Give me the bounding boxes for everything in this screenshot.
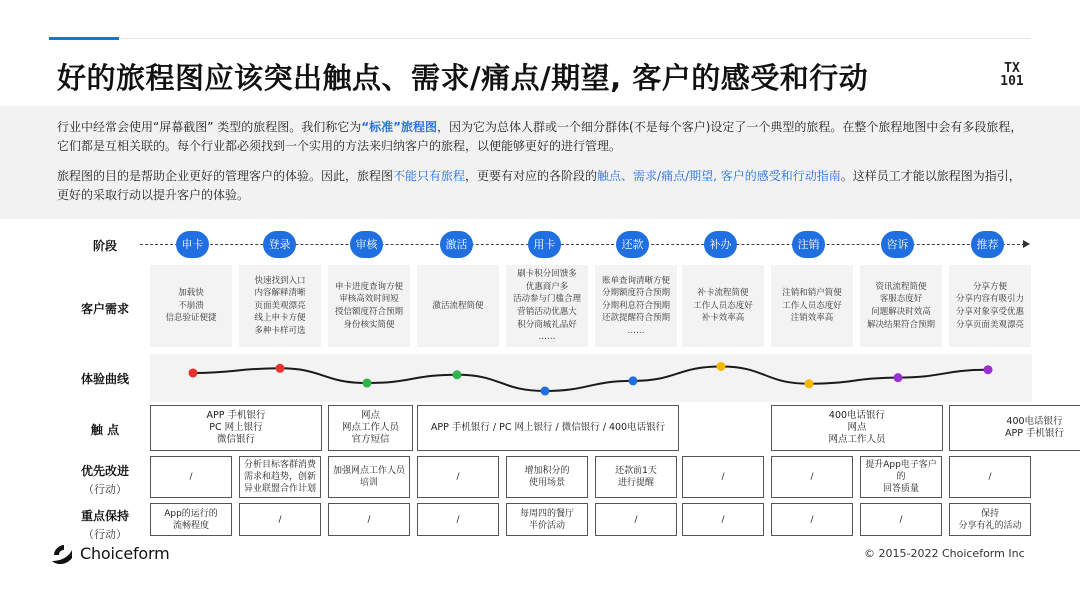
- improve-cell: 提升App电子客户的 回答质量: [860, 456, 942, 498]
- experience-point: [189, 368, 198, 377]
- top-divider: [119, 38, 1031, 39]
- need-box: 账单查询清晰方便 分期额度符合预期 分期利息符合预期 还款提醒符合预期 ……: [595, 265, 677, 347]
- row-label-keep-sub: （行动）: [83, 528, 127, 541]
- row-label-improve: [70, 462, 140, 497]
- experience-curve: [150, 354, 1032, 402]
- need-box: 资讯流程简便 客服态度好 问题解决时效高 解决结果符合预期: [860, 265, 942, 347]
- experience-point: [984, 365, 993, 374]
- row-label-improve-title: 优先改进: [80, 464, 129, 478]
- intro-p2-highlight-2: 触点、需求/痛点/期望, 客户的感受和行动指南: [597, 169, 841, 183]
- stage-pill: 登录: [263, 231, 296, 258]
- keep-cell: /: [860, 503, 942, 536]
- keep-cell: 保持 分享有礼的活动: [949, 503, 1031, 536]
- need-box: 刷卡积分回馈多 优惠商户多 活动参与门槛合理 营销活动优惠大 积分商城礼品好 ……: [506, 265, 588, 347]
- choiceform-brand: Choiceform: [80, 544, 170, 563]
- stage-pill: 申卡: [176, 231, 209, 258]
- stage-pill: 激活: [440, 231, 473, 258]
- improve-cell: 增加积分的 使用场景: [506, 456, 588, 498]
- improve-cell: /: [949, 456, 1031, 498]
- stage-pill: 咨诉: [881, 231, 914, 258]
- intro-p2-highlight-1: 不能只有旅程: [393, 169, 466, 183]
- keep-cell: /: [595, 503, 677, 536]
- keep-cell: /: [328, 503, 410, 536]
- tx101-logo: [996, 62, 1028, 92]
- row-label-needs: 客户需求: [80, 302, 129, 316]
- intro-p1-text-b: ，因为它为总体人群或一个细分群体(不是每个客户)设定了一个典型的旅程。在整个旅程地图中会有多段旅程，它们都是互相关联的。每个行业都必须找到一个实用的方法来归纳客户的旅程，以便能够更好的进行管理。: [57, 120, 1023, 153]
- improve-cell: /: [682, 456, 764, 498]
- keep-cell: /: [771, 503, 853, 536]
- need-box: 申卡进度查询方便 审核高效时间短 授信额度符合预期 身份核实简便: [328, 265, 410, 347]
- improve-cell: 还款前1天 进行提醒: [595, 456, 677, 498]
- need-box: 分享方便 分享内容有吸引力 分享对象享受优惠 分享页面美观漂亮: [949, 265, 1031, 347]
- choiceform-logo-icon: [50, 541, 76, 567]
- touchpoint-box: APP 手机银行 PC 网上银行 微信银行: [150, 405, 322, 451]
- experience-point: [453, 370, 462, 379]
- need-box: 加载快 不崩溃 信息验证便捷: [150, 265, 232, 347]
- keep-cell: 每周四的餐厅 半价活动: [506, 503, 588, 536]
- row-label-stage: 阶段: [92, 239, 117, 253]
- improve-cell: 分析目标客群消费 需求和趋势，创新 异业联盟合作计划: [239, 456, 321, 498]
- experience-point: [717, 362, 726, 371]
- experience-curve-line: [193, 366, 988, 390]
- keep-cell: /: [417, 503, 499, 536]
- intro-p2-text-b: ，更要有对应的各阶段的: [465, 169, 598, 183]
- experience-point: [541, 386, 550, 395]
- stage-pill: 推荐: [971, 231, 1004, 258]
- experience-point: [276, 364, 285, 373]
- need-box: 激活流程简便: [417, 265, 499, 347]
- touchpoint-box: APP 手机银行 / PC 网上银行 / 微信银行 / 400电话银行: [417, 405, 679, 451]
- touchpoint-box: 400电话银行 APP 手机银行: [949, 405, 1080, 451]
- row-label-curve: 体验曲线: [80, 372, 129, 386]
- touchpoint-box: 网点 网点工作人员 官方短信: [328, 405, 413, 451]
- top-accent-bar: [49, 37, 119, 40]
- stage-pill: 用卡: [528, 231, 561, 258]
- improve-cell: /: [771, 456, 853, 498]
- stage-pill: 还款: [616, 231, 649, 258]
- stage-pill: 注销: [792, 231, 825, 258]
- experience-point: [629, 376, 638, 385]
- touchpoint-box: 400电话银行 网点 网点工作人员: [771, 405, 943, 451]
- intro-p1-text-a: 行业中经常会使用“屏幕截图” 类型的旅程图。我们称它为: [57, 120, 362, 134]
- stage-timeline-arrow: [1023, 240, 1030, 248]
- intro-p1-highlight: “标准”旅程图: [361, 120, 438, 134]
- intro-panel: [0, 106, 1080, 219]
- row-label-keep-title: 重点保持: [80, 509, 129, 523]
- row-label-touchpoints: 触 点: [90, 423, 120, 437]
- improve-cell: 加强网点工作人员 培训: [328, 456, 410, 498]
- experience-point: [805, 379, 814, 388]
- intro-paragraph-2: [57, 167, 1032, 205]
- experience-point: [363, 379, 372, 388]
- row-label-keep: [70, 507, 140, 542]
- need-box: 补卡流程简便 工作人员态度好 补卡效率高: [682, 265, 764, 347]
- intro-p2-text-c: 。这样员工才能以旅程图为指引，更好的采取行动以提升客户的体验。: [57, 169, 1021, 202]
- need-box: 快速找到入口 内容解释清晰 页面美观漂亮 线上申卡方便 多种卡样可选: [239, 265, 321, 347]
- row-label-improve-sub: （行动）: [83, 483, 127, 496]
- keep-cell: /: [682, 503, 764, 536]
- keep-cell: App的运行的 流畅程度: [150, 503, 232, 536]
- stage-pill: 审核: [350, 231, 383, 258]
- improve-cell: /: [150, 456, 232, 498]
- need-box: 注销和销户简便 工作人员态度好 注销效率高: [771, 265, 853, 347]
- experience-point: [894, 373, 903, 382]
- tx101-logo-text: TX 101: [1000, 61, 1024, 89]
- copyright: © 2015-2022 Choiceform Inc: [864, 547, 1025, 560]
- page-title: 好的旅程图应该突出触点、需求/痛点/期望, 客户的感受和行动: [57, 61, 869, 95]
- improve-cell: /: [417, 456, 499, 498]
- keep-cell: /: [239, 503, 321, 536]
- intro-p2-text-a: 旅程图的目的是帮助企业更好的管理客户的体验。因此，旅程图: [57, 169, 394, 183]
- intro-paragraph-1: [57, 118, 1032, 156]
- stage-pill: 补办: [704, 231, 737, 258]
